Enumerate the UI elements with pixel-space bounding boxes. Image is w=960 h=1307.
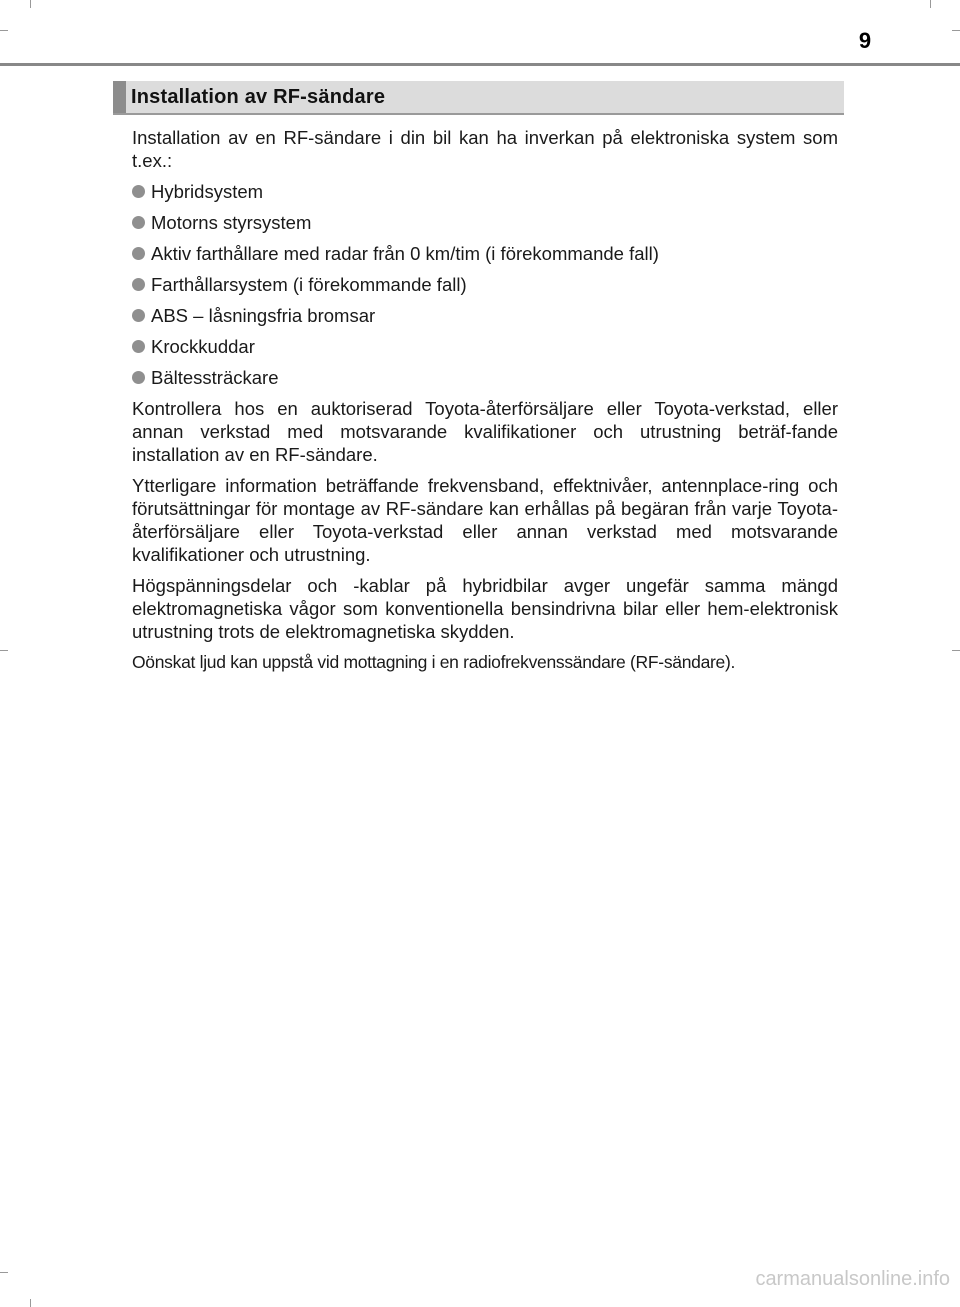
- content: [132, 126, 838, 682]
- crop-mark-tl: [0, 30, 8, 31]
- list-item-text: ABS – låsningsfria bromsar: [151, 305, 376, 326]
- top-rule: [0, 63, 960, 66]
- list-item-text: Motorns styrsystem: [151, 212, 312, 233]
- crop-mark-bl-v: [30, 1299, 31, 1307]
- crop-mark-tr-v: [930, 0, 931, 8]
- list-item: [132, 335, 838, 358]
- section-header: [113, 81, 844, 115]
- list-item: [132, 242, 838, 265]
- bullet-list: [132, 180, 838, 389]
- list-item: [132, 211, 838, 234]
- list-item-text: Hybridsystem: [151, 181, 264, 202]
- list-item: [132, 304, 838, 327]
- crop-mark-tl-v: [30, 0, 31, 8]
- paragraph-dealer: Kontrollera hos en auktoriserad Toyota-återförsäljare eller Toyota-verkstad, eller annan verkstad med motsvarande kvalifikationer och utrustning beträf-fande installation av en RF-sändare.: [132, 398, 838, 465]
- list-item: [132, 273, 838, 296]
- crop-mark-tr: [952, 30, 960, 31]
- crop-mark-bl: [0, 1272, 8, 1273]
- section-header-bar: [113, 81, 126, 113]
- list-item-text: Bältessträckare: [151, 367, 279, 388]
- list-item: [132, 366, 838, 389]
- crop-mark-mr: [952, 650, 960, 651]
- bullet-icon: [132, 278, 145, 291]
- list-item-text: Aktiv farthållare med radar från 0 km/tim (i förekommande fall): [151, 243, 659, 264]
- bullet-icon: [132, 309, 145, 322]
- bullet-icon: [132, 185, 145, 198]
- bullet-icon: [132, 216, 145, 229]
- paragraph-information: Ytterligare information beträffande frekvensband, effektnivåer, antennplace-ring och förutsättningar för montage av RF-sändare kan erhållas på begäran från varje Toyota-återförsäljare eller Toyota-verkstad eller annan verkstad med motsvarande kvalifikationer och utrustning.: [132, 475, 838, 565]
- crop-mark-ml: [0, 650, 8, 651]
- intro-paragraph: Installation av en RF-sändare i din bil kan ha inverkan på elektroniska system som t.ex.:: [132, 127, 838, 171]
- bullet-icon: [132, 247, 145, 260]
- page-number: 9: [858, 28, 872, 53]
- list-item-text: Farthållarsystem (i förekommande fall): [151, 274, 467, 295]
- bullet-icon: [132, 340, 145, 353]
- watermark: carmanualsonline.info: [755, 1268, 950, 1290]
- paragraph-high-voltage: Högspänningsdelar och -kablar på hybridbilar avger ungefär samma mängd elektromagnetiska vågor som konventionella bensindrivna bilar eller hem-elektronisk utrustning trots de elektromagnetiska skydden.: [132, 575, 838, 642]
- list-item-text: Krockkuddar: [151, 336, 255, 357]
- bullet-icon: [132, 371, 145, 384]
- paragraph-noise: Oönskat ljud kan uppstå vid mottagning i en radiofrekvenssändare (RF-sändare).: [132, 652, 736, 672]
- section-title: Installation av RF-sändare: [131, 86, 386, 108]
- list-item: [132, 180, 838, 203]
